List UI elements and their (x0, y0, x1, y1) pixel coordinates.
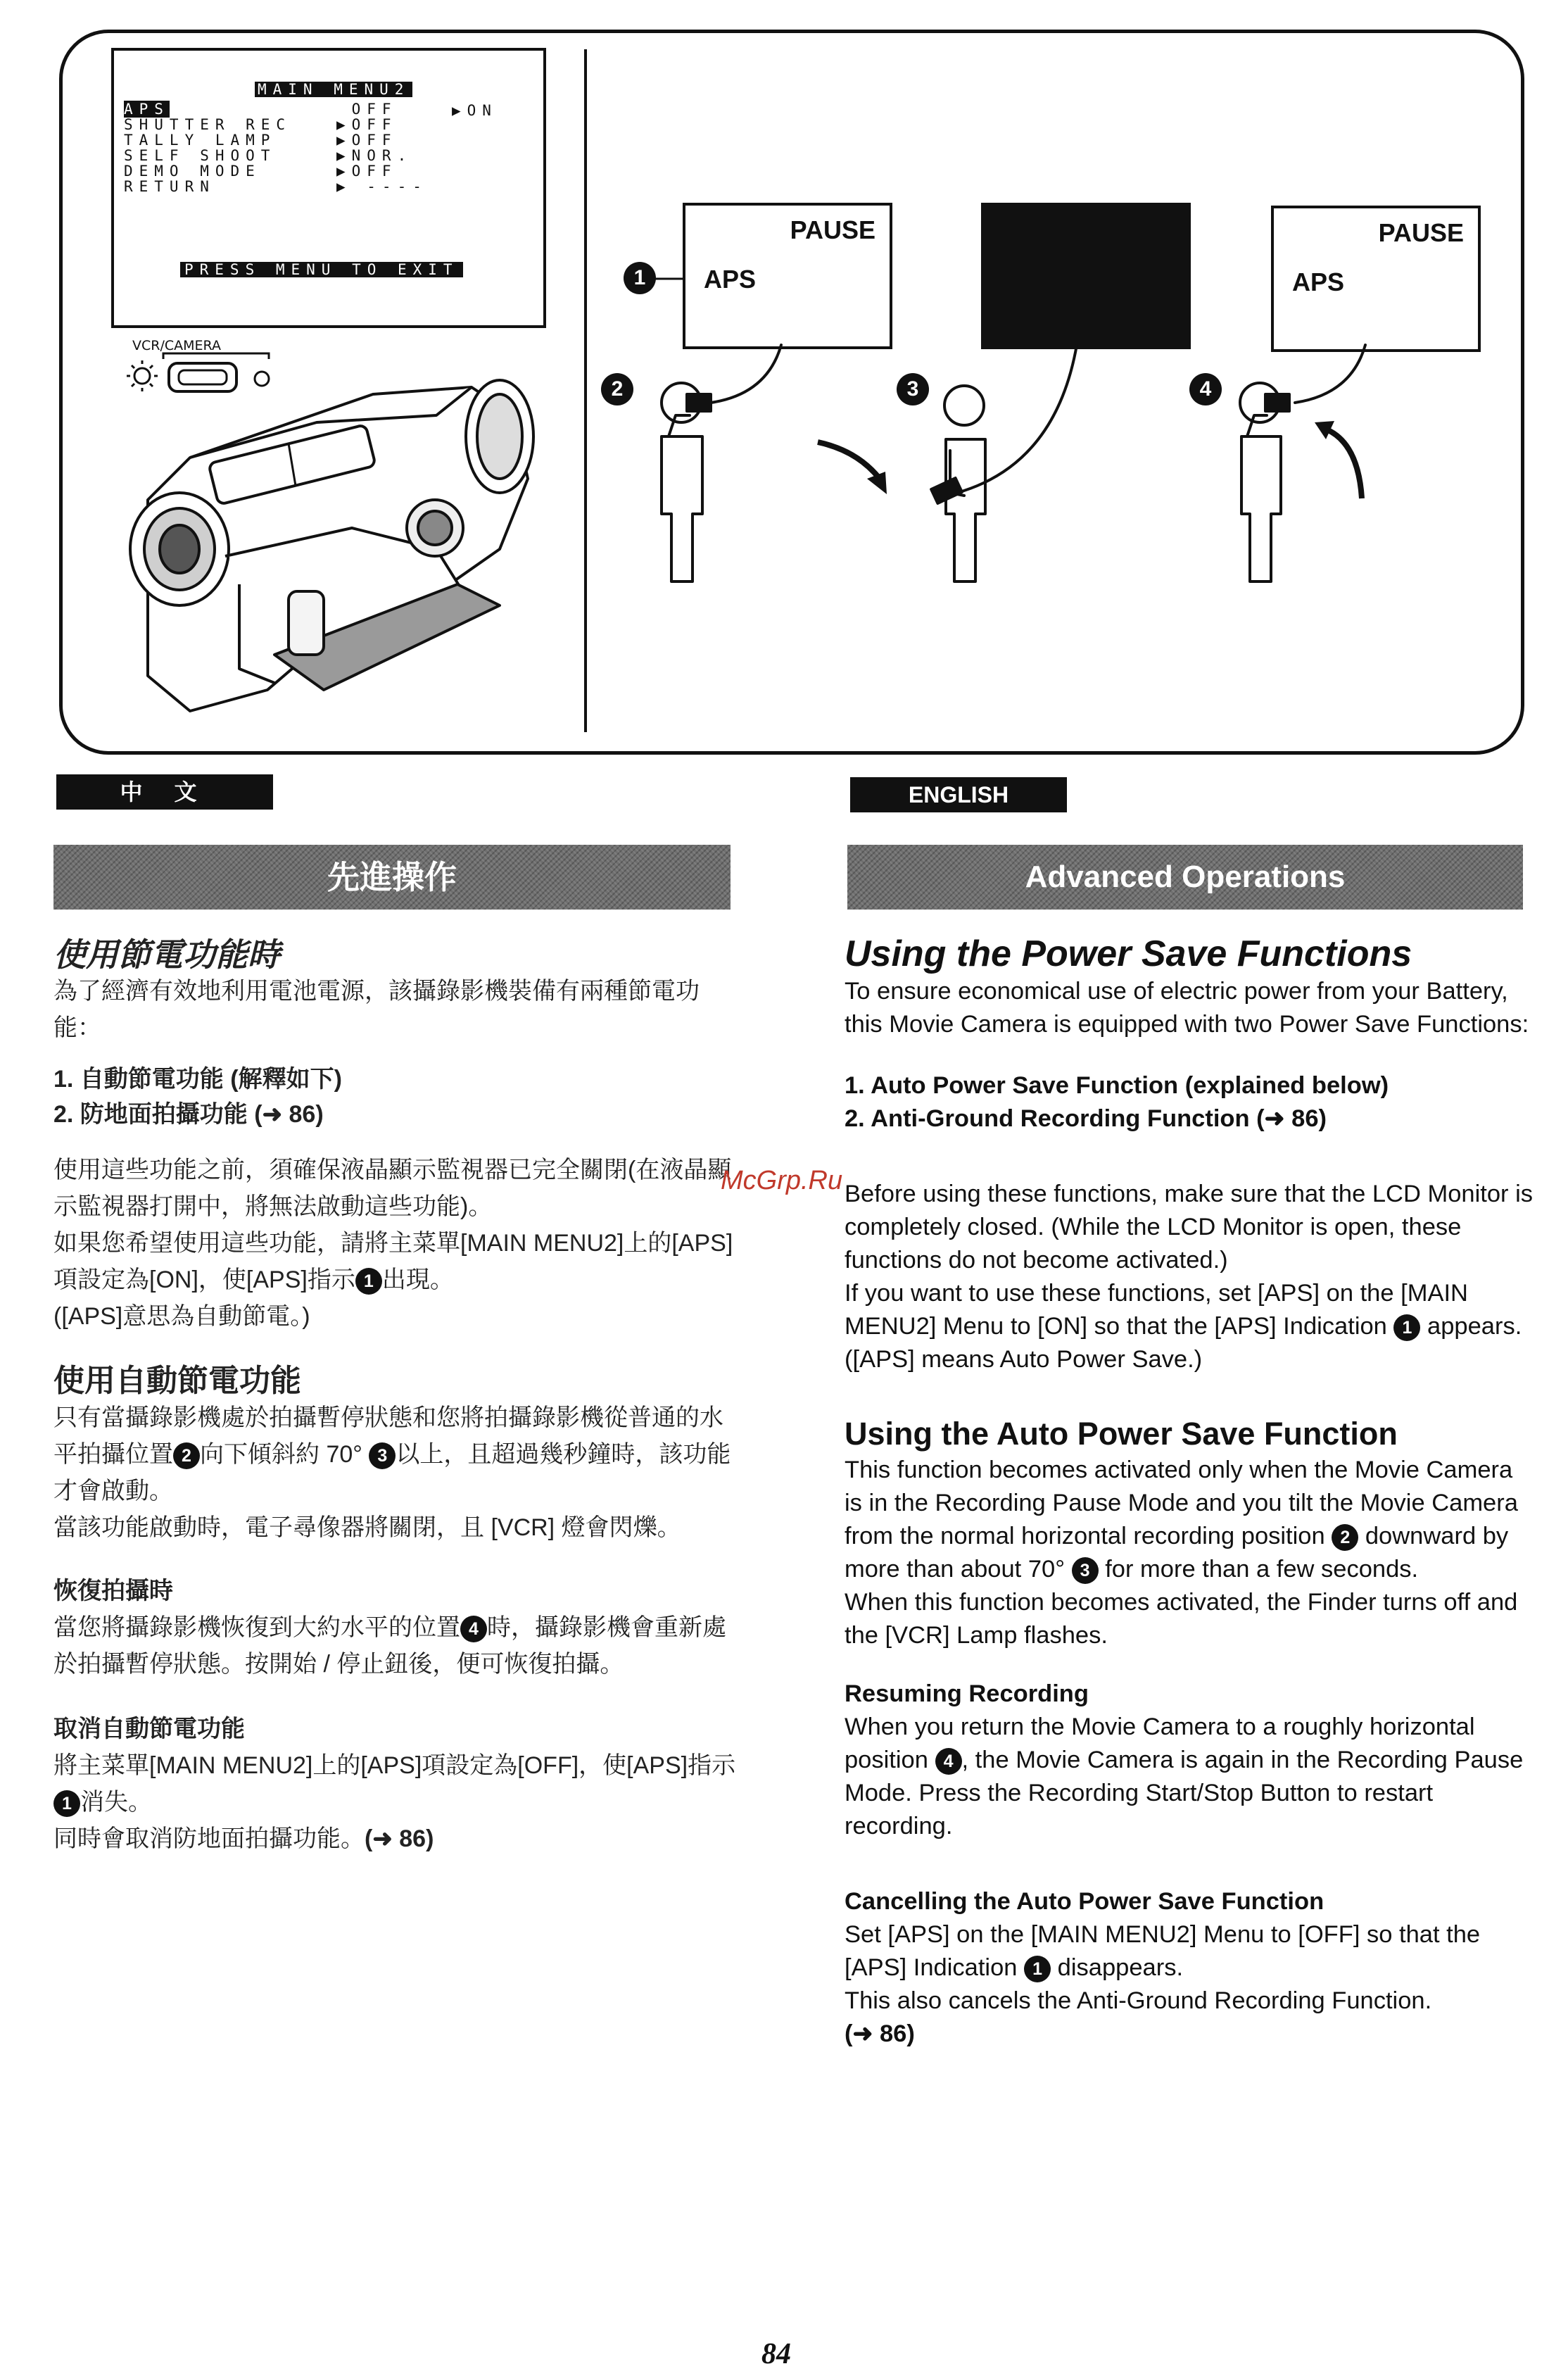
viewfinder-pause-aps (683, 203, 892, 349)
english-title: Using the Power Save Functions (845, 933, 1412, 974)
menu-footer: PRESS MENU TO EXIT (180, 262, 463, 277)
callout-badge-3: 3 (1072, 1557, 1099, 1584)
menu-row-tally-lamp: TALLY LAMP ▶OFF (124, 132, 398, 149)
chinese-heading-auto-power-save: 使用自動節電功能 (53, 1364, 301, 1398)
english-para-activation: This function becomes activated only when the Movie Camera is in the Recording Pause Mode and you tilt the Movie Camera from the normal horizontal recording position 2 downward by more than about 70° 3 for more than a few seconds. (845, 1457, 1518, 1583)
callout-badge-3: 3 (369, 1442, 396, 1469)
section-banner-english: Advanced Operations (847, 845, 1523, 910)
english-page-reference: (➜ 86) (845, 2020, 915, 2047)
page-number: 84 (761, 2338, 791, 2370)
chinese-para-resume: 當您將攝錄影機恢復到大約水平的位置 4 時，攝錄影機會重新處於拍攝暫停狀態。按開始 / 停止鈕後，便可恢復拍攝。 (53, 1614, 726, 1678)
menu-title: MAIN MENU2 (255, 82, 412, 97)
language-tag-chinese: 中 文 (56, 774, 273, 810)
chinese-intro: 為了經濟有效地利用電池電源，該攝錄影機裝備有兩種節電功能： (53, 978, 700, 1041)
callout-badge-1: 1 (1393, 1314, 1420, 1341)
callout-badge-3: 3 (897, 373, 929, 405)
menu-screen (111, 48, 546, 328)
english-heading-auto-power-save: Using the Auto Power Save Function (845, 1416, 1398, 1452)
menu-row-demo-mode: DEMO MODE ▶OFF (124, 163, 398, 180)
english-para-finder-off: When this function becomes activated, the Finder turns off and the [VCR] Lamp flashes. (845, 1589, 1518, 1649)
chinese-para-set-aps: 如果您希望使用這些功能，請將主菜單[MAIN MENU2]上的[APS]項設定為[ON]，使[APS]指示 1 出現。 (53, 1225, 743, 1298)
illustration-divider (584, 49, 587, 732)
chinese-heading-cancel: 取消自動節電功能 (53, 1716, 245, 1742)
chinese-para-lcd: 使用這些功能之前，須確保液晶顯示監視器已完全關閉(在液晶顯示監視器打開中，將無法啟動這些功能)。 (53, 1157, 732, 1220)
callout-badge-2: 2 (1332, 1524, 1358, 1551)
chinese-para-cancel: 將主菜單[MAIN MENU2]上的[APS]項設定為[OFF]，使[APS]指示1 消失。 (53, 1747, 743, 1820)
callout-badge-2: 2 (601, 373, 633, 405)
callout-badge-4: 4 (1189, 373, 1222, 405)
callout-badge-1: 1 (624, 262, 656, 294)
callout-badge-1: 1 (1024, 1956, 1051, 1982)
section-banner-chinese: 先進操作 (53, 845, 731, 910)
viewfinder-pause-text: PAUSE (790, 215, 875, 244)
english-para-aps-meaning: ([APS] means Auto Power Save.) (845, 1346, 1203, 1373)
menu-row-return: RETURN ▶ ---- (124, 178, 428, 195)
callout-badge-1: 1 (355, 1268, 382, 1295)
chinese-function-list (53, 1062, 743, 1132)
english-para-lcd: Before using these functions, make sure that the LCD Monitor is completely closed. (While the LCD Monitor is open, these functions do not become activated.) (845, 1181, 1533, 1273)
chinese-title: 使用節電功能時 (53, 936, 280, 973)
language-tag-english: ENGLISH (850, 777, 1067, 812)
watermark-text: McGrp.Ru (721, 1166, 843, 1195)
viewfinder-aps-text: APS (1292, 268, 1345, 296)
menu-row-aps: APS OFF (124, 101, 398, 118)
callout-leader-line (655, 272, 690, 286)
list-item: 2. 防地面拍攝功能 (➜ 86) (53, 1101, 324, 1128)
chinese-para-activation: 只有當攝錄影機處於拍攝暫停狀態和您將拍攝錄影機從普通的水平拍攝位置 2 向下傾斜約 70° 3 以上，且超過幾秒鐘時，該功能才會啟動。 (53, 1404, 731, 1504)
chinese-para-aps-meaning: ([APS]意思為自動節電。) (53, 1303, 310, 1330)
chinese-para-cancel-anti-ground: 同時會取消防地面拍攝功能。(➜ 86) (53, 1825, 434, 1852)
english-intro: To ensure economical use of electric power from your Battery, this Movie Camera is equipped with two Power Save Functions: (845, 978, 1529, 1038)
callout-badge-4: 4 (935, 1748, 962, 1775)
english-para-cancel-anti-ground: This also cancels the Anti-Ground Recording Function. (845, 1987, 1432, 2014)
english-para-resume: When you return the Movie Camera to a roughly horizontal position 4 , the Movie Camera is again in the Recording Pause Mode. Press the Recording Start/Stop Button to restart recording. (845, 1713, 1524, 1839)
english-heading-resume: Resuming Recording (845, 1680, 1089, 1707)
camcorder-drawing (106, 373, 549, 725)
viewfinder-pause-aps-restored (1271, 206, 1481, 352)
english-function-list (845, 1069, 1534, 1136)
viewfinder-aps-text: APS (704, 265, 757, 294)
english-heading-cancel: Cancelling the Auto Power Save Function (845, 1888, 1324, 1915)
menu-row-shutter-rec: SHUTTER REC ▶OFF (124, 116, 398, 133)
callout-badge-2: 2 (173, 1442, 200, 1469)
list-item: 1. 自動節電功能 (解釋如下) (53, 1066, 342, 1093)
viewfinder-pause-text: PAUSE (1378, 218, 1464, 247)
viewfinder-off (981, 203, 1191, 349)
chinese-heading-resume: 恢復拍攝時 (53, 1578, 173, 1604)
tilt-sequence-drawing (619, 338, 1520, 591)
english-para-set-aps: If you want to use these functions, set [APS] on the [MAIN MENU2] Menu to [ON] so that the [APS] Indication 1 appears. (845, 1280, 1522, 1340)
menu-aps-on-option: ▶ON (452, 102, 498, 119)
english-para-cancel: Set [APS] on the [MAIN MENU2] Menu to [OFF] so that the [APS] Indication 1 disappears. (845, 1921, 1481, 1981)
chinese-para-finder-off: 當該功能啟動時，電子尋像器將關閉，且 [VCR] 燈會閃爍。 (53, 1514, 681, 1541)
list-item: 1. Auto Power Save Function (explained below) (845, 1072, 1389, 1099)
list-item: 2. Anti-Ground Recording Function (➜ 86) (845, 1105, 1327, 1132)
chinese-column (53, 936, 743, 1857)
english-column (845, 933, 1534, 2051)
callout-badge-4: 4 (460, 1616, 487, 1642)
menu-row-self-shoot: SELF SHOOT ▶NOR. (124, 147, 413, 164)
vcr-camera-label: VCR/CAMERA (132, 338, 221, 353)
callout-badge-1: 1 (53, 1790, 80, 1817)
